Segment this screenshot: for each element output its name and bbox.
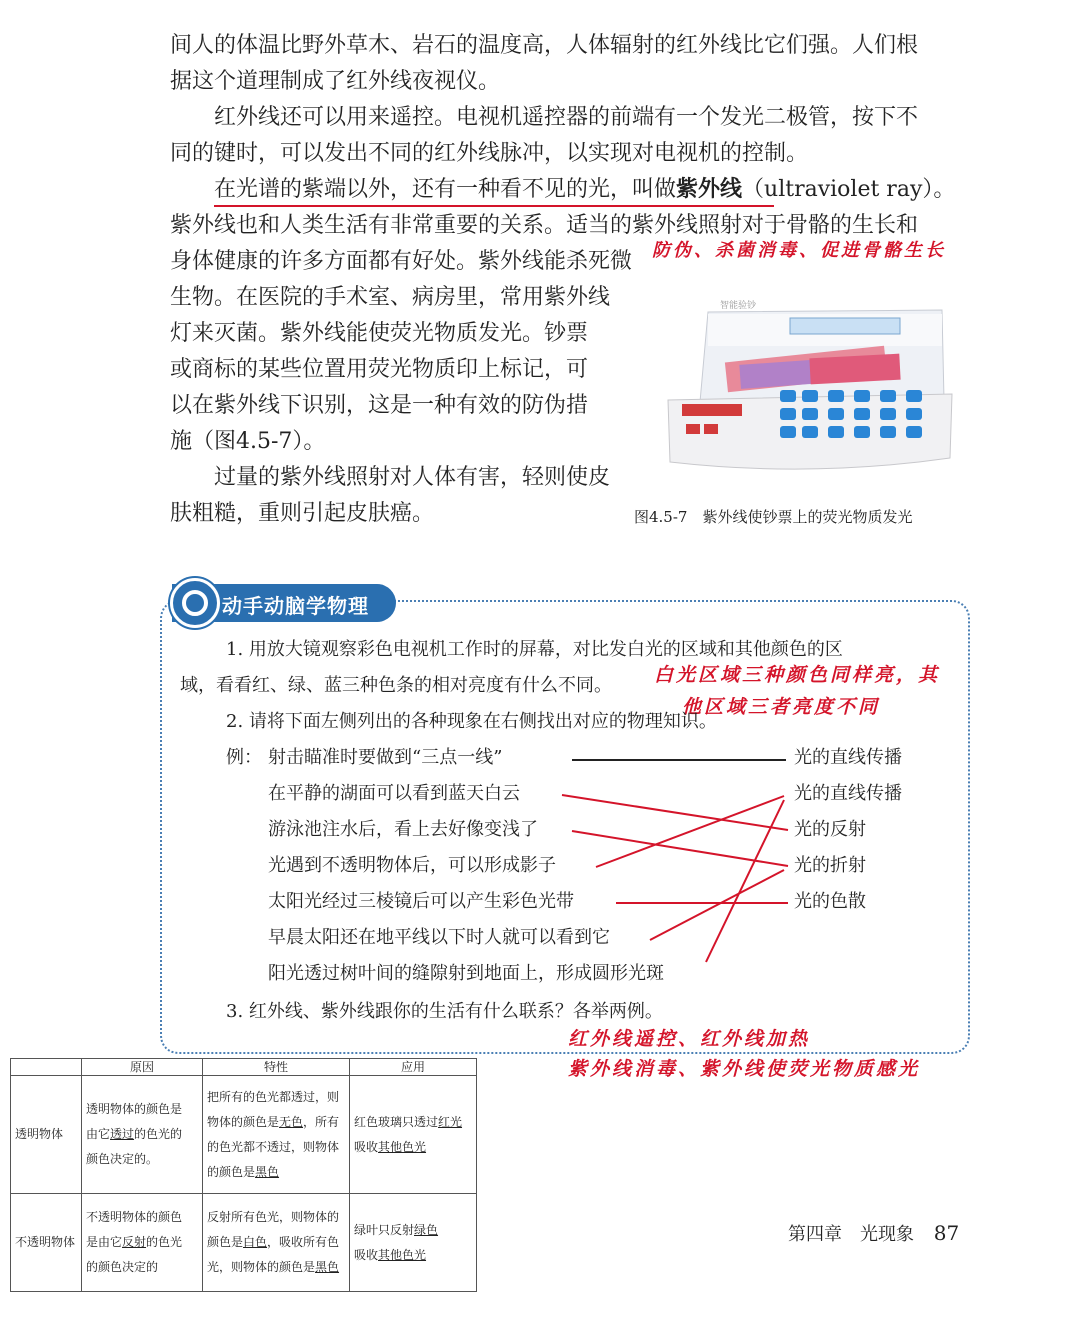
property-answer: 无色 (279, 1114, 304, 1129)
cause-text: 颜色决定的。 (86, 1152, 159, 1166)
cause-text: 不透明物体的颜色 (86, 1210, 183, 1224)
cause-answer: 反射 (122, 1235, 147, 1249)
phenomenon-item: 游泳池注水后，看上去好像变浅了 (268, 819, 538, 840)
property-text: 物体的颜色是 (207, 1114, 280, 1129)
property-text: 反射所有色光，则物体的 (207, 1210, 340, 1224)
property-text: 光，则物体的颜色是 (207, 1260, 316, 1274)
property-text: ，吸收所有色 (267, 1235, 340, 1249)
knowledge-item: 光的折射 (794, 855, 866, 876)
notes-table (10, 1058, 477, 1292)
row-label: 不透明物体 (11, 1194, 82, 1292)
application-cell (350, 1076, 477, 1194)
cause-answer: 透过 (110, 1127, 135, 1141)
body-line-13: 过量的紫外线照射对人体有害，轻则使皮 (214, 465, 611, 490)
knowledge-item: 光的反射 (794, 819, 866, 840)
property-answer: 黑色 (315, 1260, 340, 1274)
property-text: 的颜色是 (207, 1164, 256, 1179)
body-line-10: 或商标的某些位置用荧光物质印上标记，可 (170, 357, 589, 382)
answer-3-line-2: 紫外线消毒、紫外线使荧光物质感光 (568, 1058, 921, 1080)
body-line-2: 据这个道理制成了红外线夜视仪。 (170, 69, 501, 94)
body-line-9: 灯来灭菌。紫外线能使荧光物质发光。钞票 (170, 321, 589, 346)
cause-cell (82, 1076, 203, 1194)
application-answer: 绿色 (414, 1222, 439, 1237)
answer-1-line-1: 白光区域三种颜色同样亮，其 (654, 664, 941, 686)
property-text: 把所有的色光都透过，则 (207, 1089, 340, 1104)
answer-1-line-2: 他区域三者亮度不同 (682, 696, 881, 718)
application-text: 吸收 (354, 1247, 379, 1262)
cause-text: 的色光的 (134, 1127, 183, 1141)
cause-text: 透明物体的颜色是 (86, 1102, 183, 1116)
device-label: 智能验钞 (720, 301, 757, 311)
page-number: 87 (933, 1221, 960, 1245)
cause-text: 由它 (86, 1127, 111, 1141)
phenomenon-item: 光遇到不透明物体后，可以形成影子 (268, 855, 556, 876)
table-header: 特性 (203, 1059, 350, 1076)
cause-text: 的色光 (146, 1235, 183, 1249)
table-header: 应用 (350, 1059, 477, 1076)
application-answer: 红光 (438, 1114, 463, 1129)
body-line-5 (214, 172, 955, 208)
knowledge-item: 光的直线传播 (794, 747, 902, 768)
body-line-12: 施（图4.5-7）。 (170, 429, 326, 454)
page-footer (788, 1220, 959, 1246)
knowledge-item: 光的直线传播 (794, 783, 902, 804)
body-line-3: 红外线还可以用来遥控。电视机遥控器的前端有一个发光二极管，按下不 (214, 105, 919, 130)
property-cell (203, 1076, 350, 1194)
question-1-line-1: 1. 用放大镜观察彩色电视机工作时的屏幕，对比发白光的区域和其他颜色的区 (226, 639, 843, 660)
question-3: 3. 红外线、紫外线跟你的生活有什么联系？各举两例。 (226, 1001, 663, 1022)
application-text: 吸收 (354, 1139, 379, 1154)
phenomenon-item: 在平静的湖面可以看到蓝天白云 (268, 783, 520, 804)
table-header (11, 1059, 82, 1076)
table-header: 原因 (82, 1059, 203, 1076)
body-line-14: 肤粗糙，重则引起皮肤癌。 (170, 501, 435, 526)
uv-uses-note: 防伪、杀菌消毒、促进骨骼生长 (652, 240, 946, 261)
application-answer: 其他色光 (378, 1139, 427, 1154)
body-line-7: 身体健康的许多方面都有好处。紫外线能杀死微 (170, 249, 633, 274)
table-header-row (11, 1059, 477, 1076)
knowledge-item: 光的色散 (794, 891, 866, 912)
cause-text: 是由它 (86, 1235, 123, 1249)
phenomenon-item: 阳光透过树叶间的缝隙射到地面上，形成圆形光斑 (268, 963, 664, 984)
chapter-title: 第四章 光现象 (788, 1224, 914, 1245)
example-prefix: 例： (226, 747, 262, 768)
property-text: 的色光都不透过，则物体 (207, 1139, 340, 1154)
row-label: 透明物体 (11, 1076, 82, 1194)
cause-cell (82, 1194, 203, 1292)
uv-english: （ultraviolet ray）。 (742, 177, 956, 202)
question-2: 2. 请将下面左侧列出的各种现象在右侧找出对应的物理知识。 (226, 711, 717, 732)
cause-text: 的颜色决定的 (86, 1260, 159, 1274)
figure-caption: 图4.5-7 紫外线使钞票上的荧光物质发光 (634, 508, 913, 526)
currency-detector-figure (660, 290, 960, 490)
property-text: 颜色是 (207, 1235, 244, 1249)
table-row (11, 1194, 477, 1292)
property-text: ，所有 (303, 1114, 340, 1129)
body-line-4: 同的键时，可以发出不同的红外线脉冲，以实现对电视机的控制。 (170, 141, 809, 166)
body-line-11: 以在紫外线下识别，这是一种有效的防伪措 (170, 393, 589, 418)
phenomenon-item: 太阳光经过三棱镜后可以产生彩色光带 (268, 891, 574, 912)
body-line-1: 间人的体温比野外草木、岩石的温度高，人体辐射的红外线比它们强。人们根 (170, 33, 919, 58)
application-answer: 其他色光 (378, 1247, 427, 1262)
uv-definition-text: 在光谱的紫端以外，还有一种看不见的光，叫做 (214, 177, 677, 202)
answer-3-line-1: 红外线遥控、红外线加热 (568, 1028, 811, 1050)
red-underline (214, 205, 774, 207)
uv-term: 紫外线 (676, 177, 743, 202)
property-answer: 白色 (243, 1235, 268, 1249)
property-answer: 黑色 (255, 1164, 280, 1179)
body-line-6: 紫外线也和人类生活有非常重要的关系。适当的紫外线照射对于骨骼的生长和 (170, 213, 919, 238)
question-1-line-2: 域，看看红、绿、蓝三种色条的相对亮度有什么不同。 (180, 675, 612, 696)
phenomenon-item: 射击瞄准时要做到“三点一线” (268, 747, 503, 768)
body-line-8: 生物。在医院的手术室、病房里，常用紫外线 (170, 285, 611, 310)
target-icon (182, 590, 208, 616)
phenomenon-item: 早晨太阳还在地平线以下时人就可以看到它 (268, 927, 610, 948)
application-cell (350, 1194, 477, 1292)
application-text: 红色玻璃只透过 (354, 1114, 439, 1129)
property-cell (203, 1194, 350, 1292)
activity-title: 动手动脑学物理 (222, 594, 369, 618)
application-text: 绿叶只反射 (354, 1222, 415, 1237)
table-row (11, 1076, 477, 1194)
